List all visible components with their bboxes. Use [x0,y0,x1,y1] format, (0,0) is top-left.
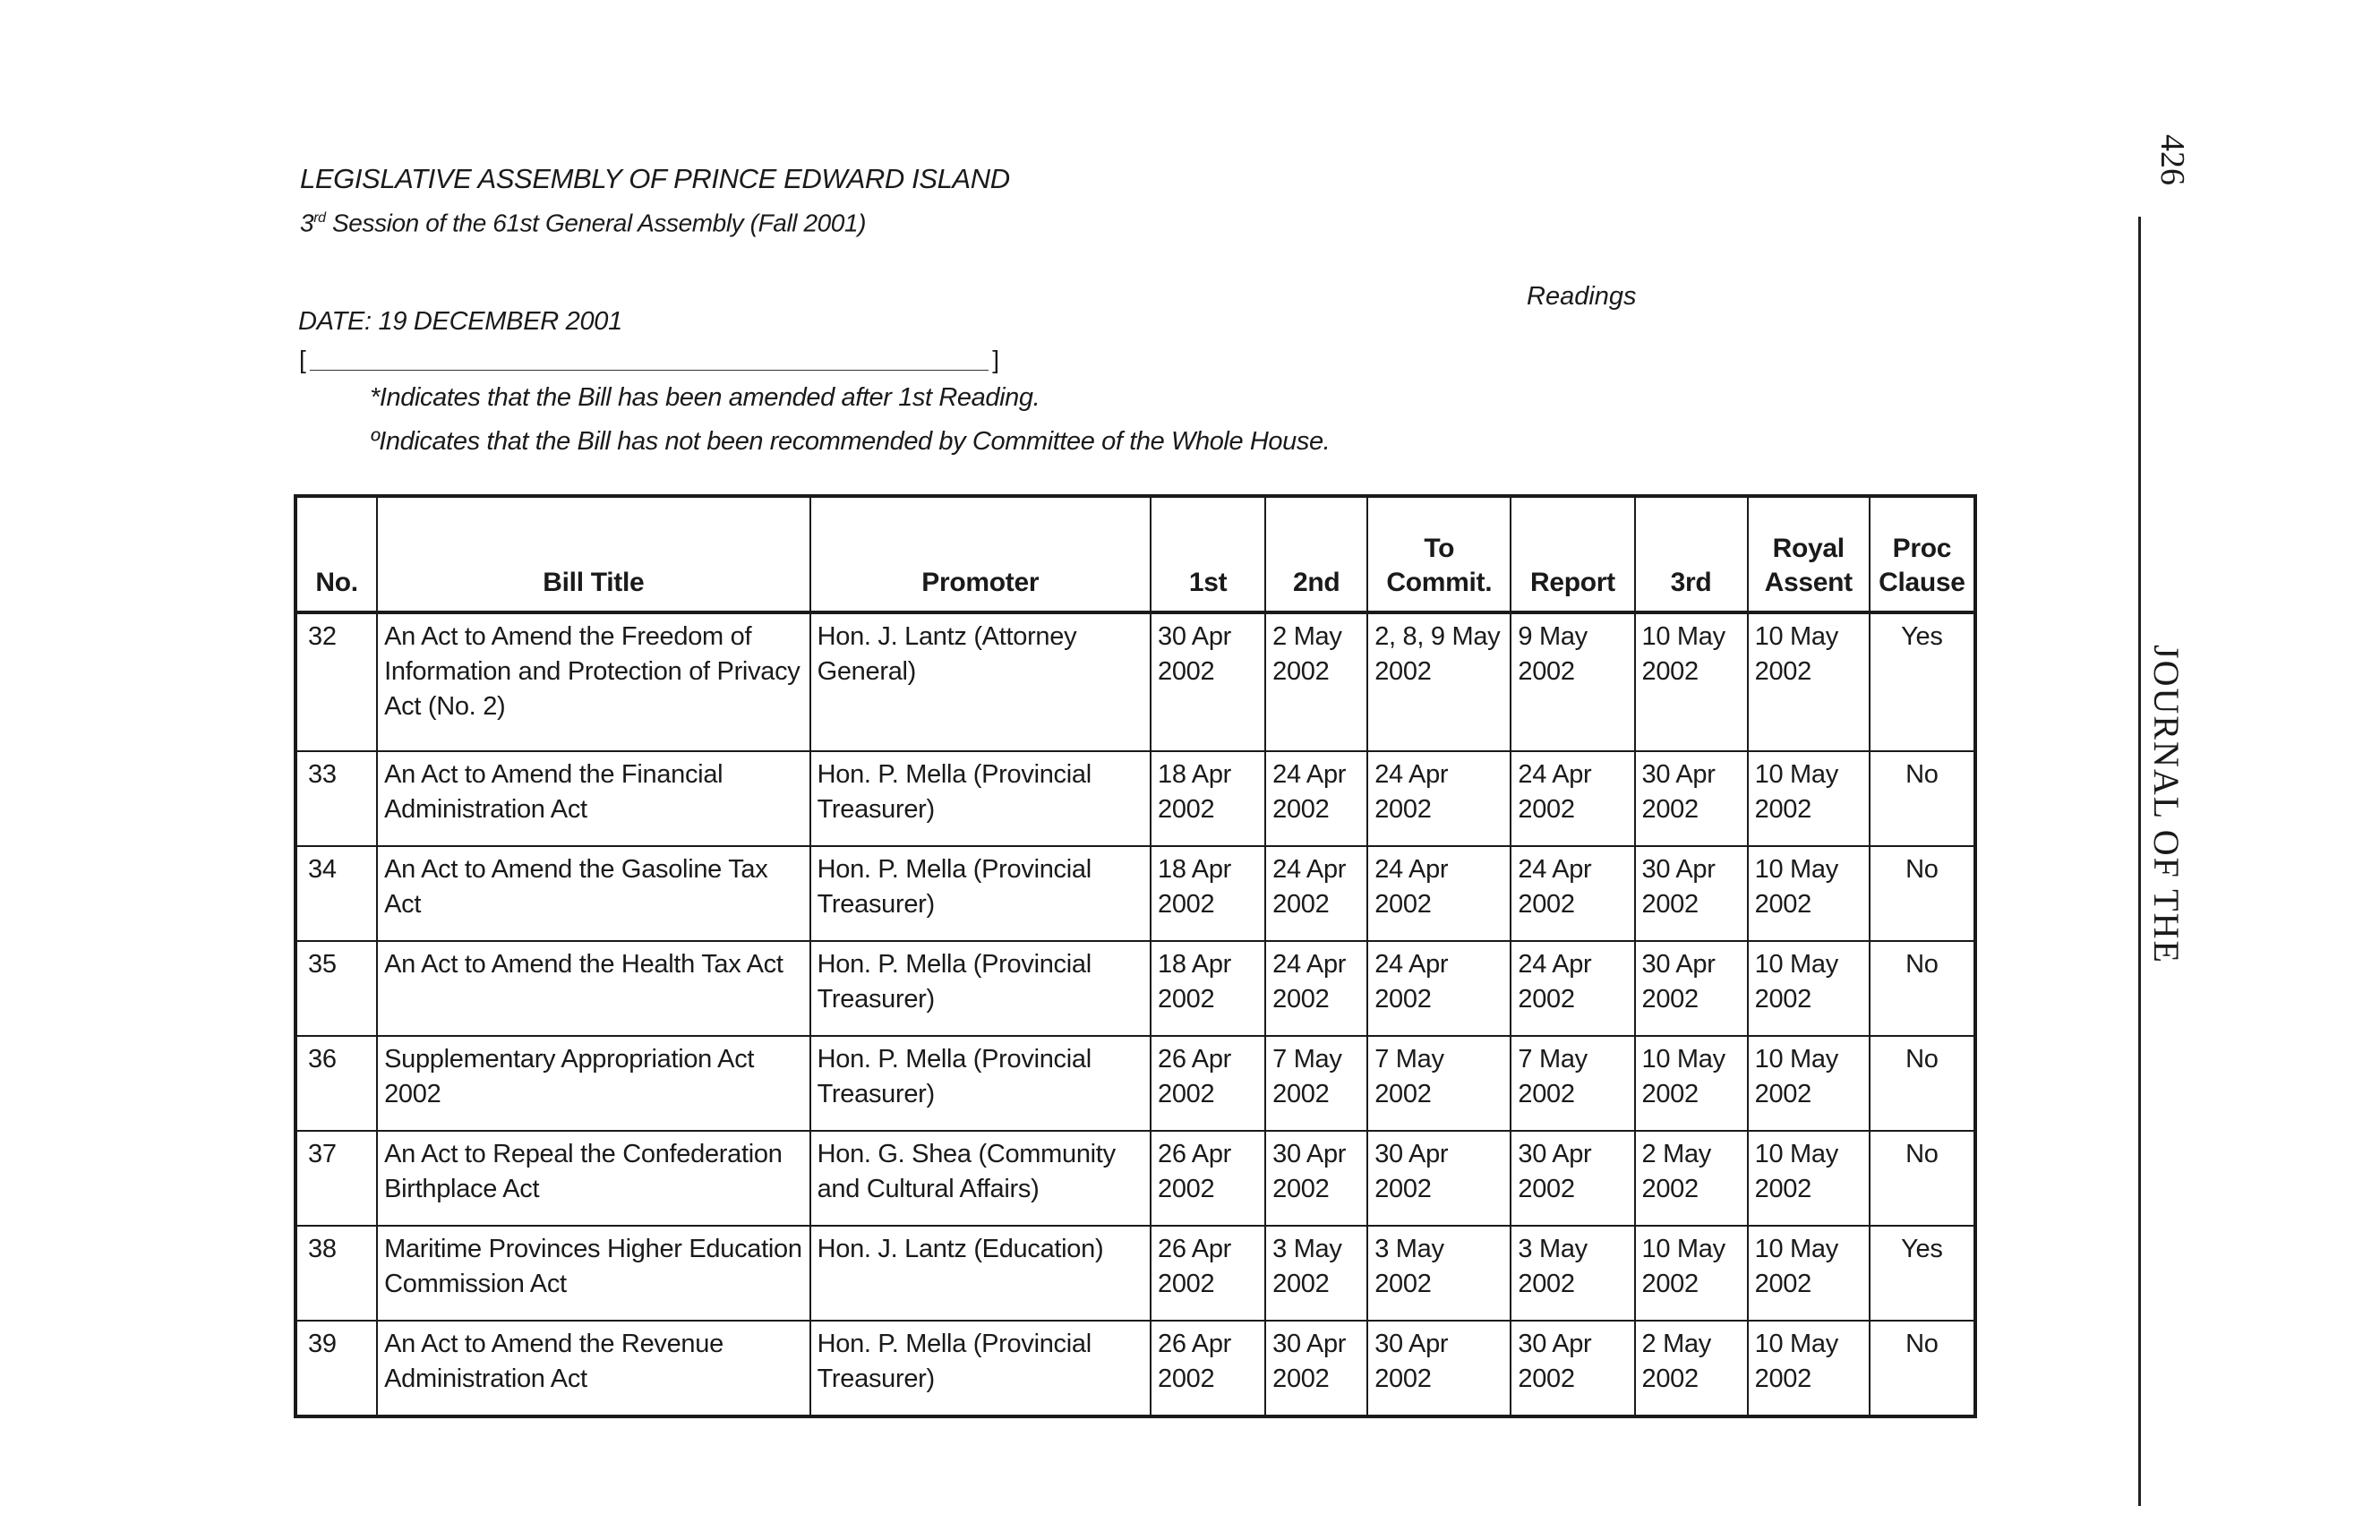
commit-date: 24 Apr 2002 [1367,846,1511,941]
proc-clause: No [1870,846,1975,941]
third-reading-date: 10 May 2002 [1635,1226,1748,1321]
bill-number: 38 [295,1226,377,1321]
table-row [295,846,1975,941]
col-commit-header-line1: To [1424,534,1455,563]
bill-number: 33 [295,751,377,846]
proc-clause: No [1870,1131,1975,1226]
bill-promoter: Hon. P. Mella (Provincial Treasurer) [810,941,1151,1036]
table-row [295,1131,1975,1226]
commit-date: 30 Apr 2002 [1367,1321,1511,1416]
bill-title: Supplementary Appropriation Act 2002 [377,1036,810,1131]
bill-promoter: Hon. G. Shea (Community and Cultural Affairs) [810,1131,1151,1226]
report-date: 30 Apr 2002 [1511,1321,1634,1416]
col-third-header: 3rd [1635,496,1748,612]
col-commit-header-line2: Commit. [1386,568,1493,597]
commit-date: 3 May 2002 [1367,1226,1511,1321]
bill-title: An Act to Repeal the Confederation Birthplace Act [377,1131,810,1226]
table-row [295,612,1975,751]
royal-assent-date: 10 May 2002 [1748,1321,1870,1416]
col-proc-header [1870,496,1975,612]
col-first-header: 1st [1151,496,1265,612]
table-row [295,751,1975,846]
bill-title: Maritime Provinces Higher Education Commission Act [377,1226,810,1321]
bill-title: An Act to Amend the Health Tax Act [377,941,810,1036]
royal-assent-date: 10 May 2002 [1748,1036,1870,1131]
royal-assent-date: 10 May 2002 [1748,941,1870,1036]
bill-number: 32 [295,612,377,751]
third-reading-date: 30 Apr 2002 [1635,941,1748,1036]
second-reading-date: 30 Apr 2002 [1265,1131,1367,1226]
third-reading-date: 2 May 2002 [1635,1321,1748,1416]
bill-title: An Act to Amend the Gasoline Tax Act [377,846,810,941]
first-reading-date: 18 Apr 2002 [1151,941,1265,1036]
bracket-right: ] [992,346,999,373]
col-second-header: 2nd [1265,496,1367,612]
report-date: 7 May 2002 [1511,1036,1634,1131]
col-report-header: Report [1511,496,1634,612]
bill-promoter: Hon. J. Lantz (Education) [810,1226,1151,1321]
proc-clause: Yes [1870,612,1975,751]
session-number: 3 [300,209,314,237]
second-reading-date: 3 May 2002 [1265,1226,1367,1321]
second-reading-date: 30 Apr 2002 [1265,1321,1367,1416]
page-number: 426 [2153,134,2191,185]
proc-clause: No [1870,1036,1975,1131]
first-reading-date: 26 Apr 2002 [1151,1226,1265,1321]
report-date: 30 Apr 2002 [1511,1131,1634,1226]
col-assent-header-line1: Royal [1772,534,1845,563]
table-header-row [295,496,1975,612]
first-reading-date: 26 Apr 2002 [1151,1321,1265,1416]
proc-clause: No [1870,751,1975,846]
first-reading-date: 18 Apr 2002 [1151,846,1265,941]
assembly-title: LEGISLATIVE ASSEMBLY OF PRINCE EDWARD ISLAND [300,163,1010,194]
col-proc-header-line1: Proc [1892,534,1952,563]
second-reading-date: 24 Apr 2002 [1265,846,1367,941]
second-reading-date: 24 Apr 2002 [1265,751,1367,846]
commit-date: 7 May 2002 [1367,1036,1511,1131]
col-bill-title-header: Bill Title [377,496,810,612]
col-promoter-header: Promoter [810,496,1151,612]
bill-promoter: Hon. P. Mella (Provincial Treasurer) [810,1321,1151,1416]
commit-date: 24 Apr 2002 [1367,941,1511,1036]
first-reading-date: 26 Apr 2002 [1151,1131,1265,1226]
royal-assent-date: 10 May 2002 [1748,751,1870,846]
bill-number: 34 [295,846,377,941]
bill-number: 37 [295,1131,377,1226]
bill-title: An Act to Amend the Freedom of Information and Protection of Privacy Act (No. 2) [377,612,810,751]
bill-title: An Act to Amend the Revenue Administration Act [377,1321,810,1416]
bracket-rule [299,346,999,374]
proc-clause: No [1870,941,1975,1036]
commit-date: 24 Apr 2002 [1367,751,1511,846]
bracket-underline [310,370,989,371]
report-date: 3 May 2002 [1511,1226,1634,1321]
col-assent-header-line2: Assent [1764,568,1853,597]
second-reading-date: 7 May 2002 [1265,1036,1367,1131]
second-reading-date: 24 Apr 2002 [1265,941,1367,1036]
bill-number: 35 [295,941,377,1036]
bill-promoter: Hon. J. Lantz (Attorney General) [810,612,1151,751]
readings-label: Readings [1527,282,1637,311]
bracket-left: [ [299,346,306,373]
col-no-header: No. [295,496,377,612]
proc-clause: No [1870,1321,1975,1416]
third-reading-date: 30 Apr 2002 [1635,846,1748,941]
bills-table [294,494,1977,1418]
table-row [295,1226,1975,1321]
proc-clause: Yes [1870,1226,1975,1321]
document-date: DATE: 19 DECEMBER 2001 [298,307,622,336]
table-row [295,1036,1975,1131]
commit-date: 30 Apr 2002 [1367,1131,1511,1226]
royal-assent-date: 10 May 2002 [1748,846,1870,941]
col-assent-header [1748,496,1870,612]
session-text: Session of the 61st General Assembly (Fall 2001) [332,209,867,237]
first-reading-date: 30 Apr 2002 [1151,612,1265,751]
bill-promoter: Hon. P. Mella (Provincial Treasurer) [810,846,1151,941]
report-date: 9 May 2002 [1511,612,1634,751]
bill-promoter: Hon. P. Mella (Provincial Treasurer) [810,751,1151,846]
session-line [300,199,1010,243]
report-date: 24 Apr 2002 [1511,846,1634,941]
bill-number: 39 [295,1321,377,1416]
note-amended: *Indicates that the Bill has been amended after 1st Reading. [370,383,1040,412]
third-reading-date: 2 May 2002 [1635,1131,1748,1226]
royal-assent-date: 10 May 2002 [1748,612,1870,751]
report-date: 24 Apr 2002 [1511,751,1634,846]
second-reading-date: 2 May 2002 [1265,612,1367,751]
bill-title: An Act to Amend the Financial Administration Act [377,751,810,846]
table-row [295,1321,1975,1416]
bill-promoter: Hon. P. Mella (Provincial Treasurer) [810,1036,1151,1131]
first-reading-date: 18 Apr 2002 [1151,751,1265,846]
running-title: JOURNAL OF THE [2146,645,2187,964]
session-suffix: rd [313,210,326,226]
document-header [300,159,1010,243]
margin-rule [2138,217,2141,1506]
royal-assent-date: 10 May 2002 [1748,1226,1870,1321]
first-reading-date: 26 Apr 2002 [1151,1036,1265,1131]
royal-assent-date: 10 May 2002 [1748,1131,1870,1226]
bill-number: 36 [295,1036,377,1131]
third-reading-date: 10 May 2002 [1635,1036,1748,1131]
note-not-recommended: ºIndicates that the Bill has not been recommended by Committee of the Whole House. [370,427,1331,456]
third-reading-date: 30 Apr 2002 [1635,751,1748,846]
report-date: 24 Apr 2002 [1511,941,1634,1036]
col-proc-header-line2: Clause [1879,568,1965,597]
col-commit-header [1367,496,1511,612]
table-row [295,941,1975,1036]
third-reading-date: 10 May 2002 [1635,612,1748,751]
commit-date: 2, 8, 9 May 2002 [1367,612,1511,751]
